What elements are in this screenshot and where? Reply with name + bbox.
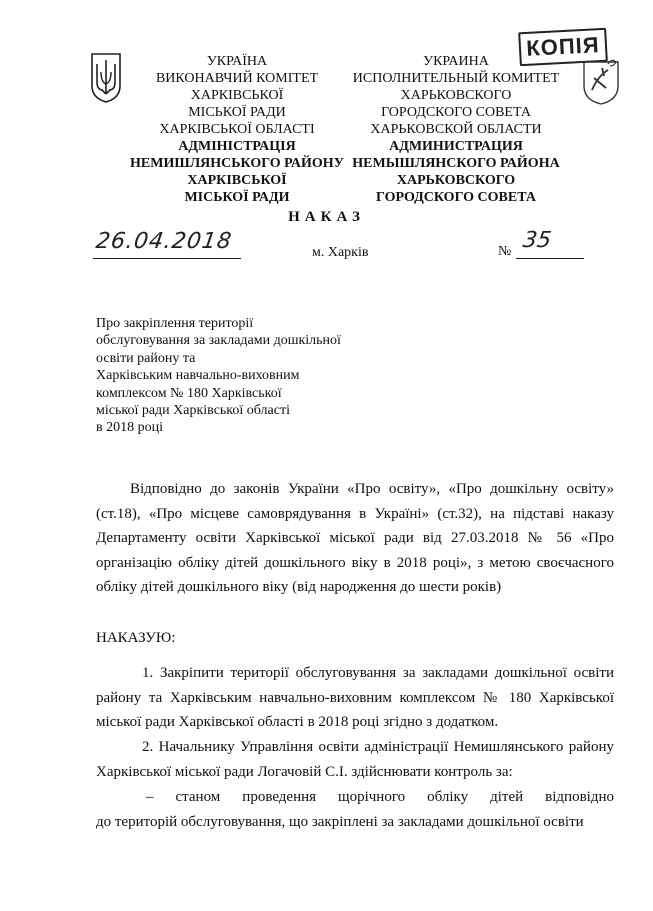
header-ua-line1: УКРАЇНА <box>206 54 268 69</box>
order-heading: НАКАЗУЮ: <box>96 630 176 646</box>
order-item-1: 1. Закріпити території обслуговування за закладами дошкільної освіти району та Харківським навчально-виховним комплексом № 180 Харківської міської ради Харківської області в 2018 році згідно з додатком. <box>96 665 614 731</box>
city-label: м. Харків <box>312 245 369 260</box>
header-ru-line1: УКРАИНА <box>423 54 489 69</box>
subitem-word: обліку <box>427 789 469 805</box>
header-ru-line8: ХАРЬКОВСКОГО <box>396 173 516 188</box>
header-ru-line2: ИСПОЛНИТЕЛЬНЫЙ КОМИТЕТ <box>352 71 560 86</box>
header-ru-line5: ХАРЬКОВСКОЙ ОБЛАСТИ <box>370 122 542 137</box>
subitem-second-line: до територій обслуговування, що закріплені за закладами дошкільної освіти <box>96 813 584 830</box>
header-ua-line6: АДМІНІСТРАЦІЯ <box>178 139 296 154</box>
kharkiv-city-seal-icon <box>578 56 624 106</box>
header-ua-line3: ХАРКІВСЬКОЇ <box>190 88 284 103</box>
copy-stamp: КОПІЯ <box>518 28 608 67</box>
header-ru-line4: ГОРОДСКОГО СОВЕТА <box>381 105 531 120</box>
order-subject <box>96 315 376 437</box>
subitem-word: – <box>146 789 154 805</box>
header-ua-line2: ВИКОНАВЧИЙ КОМІТЕТ <box>155 71 319 86</box>
header-ukrainian <box>124 53 350 206</box>
header-ua-line7: НЕМИШЛЯНСЬКОГО РАЙОНУ <box>130 156 344 171</box>
subitem-word: відповідно <box>545 789 614 805</box>
subject-line: освіти району та <box>96 350 196 366</box>
header-ua-line4: МІСЬКОЇ РАДИ <box>188 105 286 120</box>
subitem-word: щорічного <box>338 789 406 805</box>
subitem-first-line <box>96 785 614 810</box>
subject-line: міської ради Харківської області <box>96 403 290 419</box>
subject-line: обслуговування за закладами дошкільної <box>96 333 341 349</box>
subject-line: Харківським навчально-виховним <box>96 368 300 384</box>
subitem-word: станом <box>175 789 221 805</box>
header-ru-line3: ХАРЬКОВСКОГО <box>400 88 512 103</box>
subject-line: комплексом № 180 Харківської <box>96 385 282 401</box>
subject-line: в 2018 році <box>96 420 163 436</box>
number-label: № <box>498 244 512 259</box>
order-number: 35 <box>521 228 553 253</box>
preamble-paragraph: Відповідно до законів України «Про освіту», «Про дошкільну освіту» (ст.18), «Про місцеве самоврядування в Україні» (ст.32), на підставі наказу Департаменту освіти Харківської міської ради від 27.03.2018 № 56 «Про організацію обліку дітей дошкільного віку в 2018 році», з метою своєчасного обліку дітей дошкільного віку (від народження до шести років) <box>96 481 614 596</box>
ukraine-trident-icon <box>89 52 123 104</box>
subitem-word: проведення <box>242 789 317 805</box>
header-ua-line8: ХАРКІВСЬКОЇ <box>187 173 287 188</box>
subitem-word: дітей <box>490 789 524 805</box>
header-ua-line5: ХАРКІВСЬКОЇ ОБЛАСТІ <box>159 122 315 137</box>
subject-line: Про закріплення території <box>96 316 254 331</box>
header-ru-line9: ГОРОДСКОГО СОВЕТА <box>376 190 536 205</box>
header-ru-line6: АДМИНИСТРАЦИЯ <box>389 139 523 154</box>
header-russian <box>345 53 567 206</box>
order-item-2: 2. Начальнику Управління освіти адміністрації Немишлянського району Харківської міської ради Логачовій С.І. здійснювати контроль за: <box>96 739 614 780</box>
order-item-2-subitem <box>96 785 614 834</box>
header-ru-line7: НЕМЫШЛЯНСКОГО РАЙОНА <box>352 156 560 171</box>
document-title: НАКАЗ <box>288 209 365 225</box>
order-date: 26.04.2018 <box>94 229 234 254</box>
header-ua-line9: МІСЬКОЇ РАДИ <box>184 190 290 205</box>
